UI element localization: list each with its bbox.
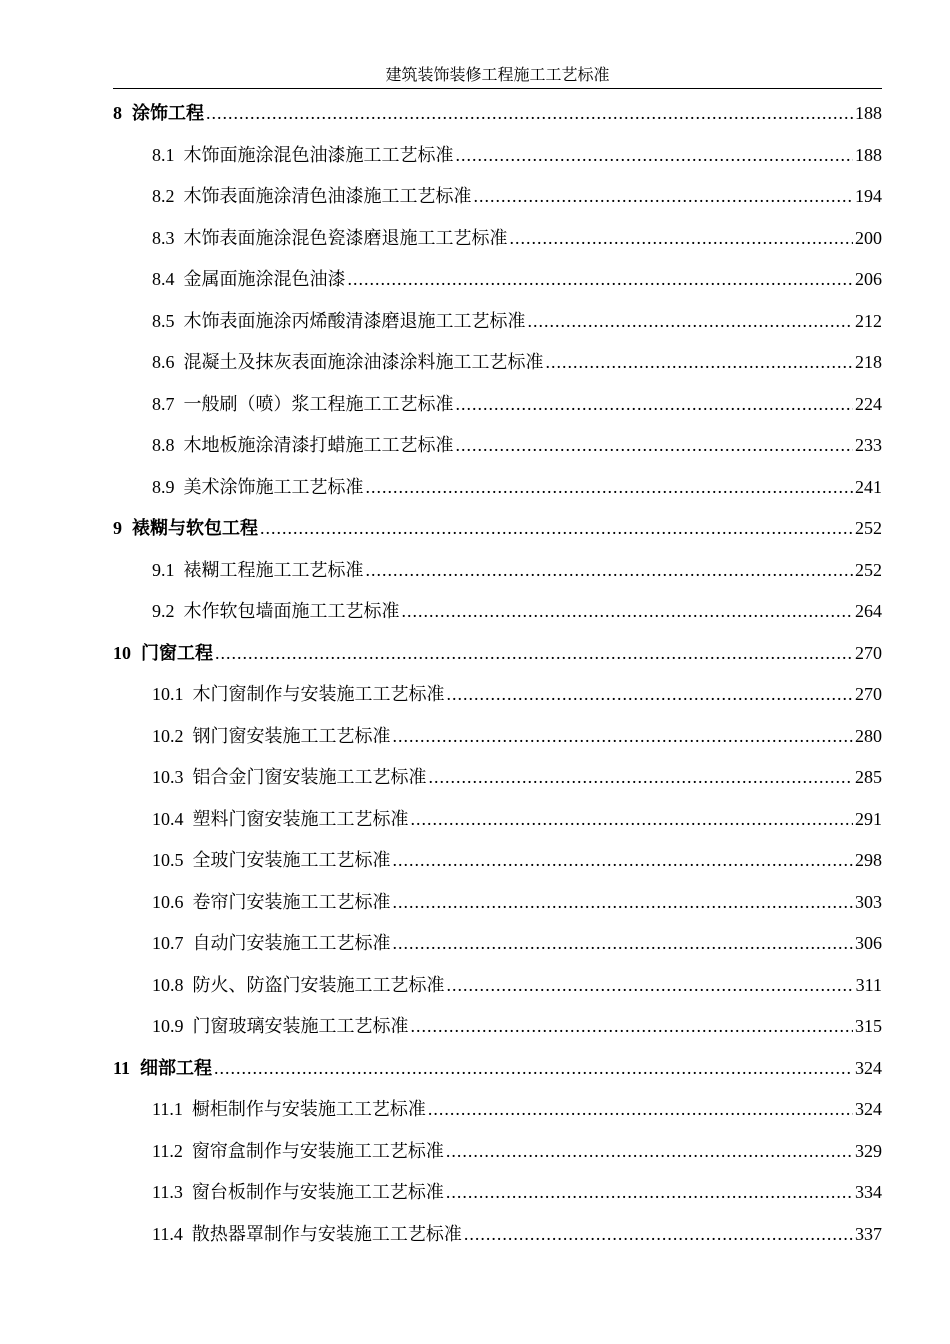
toc-entry-title: 木作软包墙面施工工艺标准: [183, 601, 400, 621]
toc-dot-leader: [429, 762, 854, 792]
toc-section-entry[interactable]: [113, 1219, 882, 1261]
toc-entry-title: 木饰表面施涂混色瓷漆磨退施工工艺标准: [183, 227, 508, 248]
toc-entry-title: 美术涂饰施工工艺标准: [183, 476, 364, 497]
toc-entry-number: 9.2: [152, 601, 175, 621]
toc-dot-leader: [402, 596, 854, 626]
toc-dot-leader: [446, 1177, 853, 1207]
toc-dot-leader: [366, 472, 854, 502]
toc-entry-page-number: 264: [855, 601, 882, 621]
toc-entry-page-number: 218: [855, 352, 882, 372]
toc-entry-page-number: 324: [855, 1099, 882, 1119]
toc-dot-leader: [215, 638, 853, 668]
toc-entry-title: 木饰表面施涂清色油漆施工工艺标准: [183, 186, 472, 206]
toc-entry-title: 钢门窗安装施工工艺标准: [192, 725, 391, 746]
toc-section-entry[interactable]: [113, 804, 882, 846]
toc-entry-page-number: 291: [855, 808, 882, 829]
toc-entry-number: 10.9: [152, 1016, 184, 1036]
toc-entry-number: 11: [113, 1057, 131, 1078]
toc-entry-page-number: 188: [855, 144, 882, 165]
toc-entry-page-number: 224: [855, 393, 882, 414]
toc-section-entry[interactable]: [113, 1011, 882, 1053]
toc-section-entry[interactable]: [113, 928, 882, 970]
toc-entry-title: 窗台板制作与安装施工工艺标准: [191, 1182, 444, 1202]
toc-dot-leader: [456, 389, 854, 419]
toc-dot-leader: [214, 1053, 853, 1083]
toc-entry-page-number: 212: [855, 310, 882, 331]
toc-dot-leader: [411, 804, 854, 834]
toc-entry-number: 8.3: [152, 227, 175, 248]
toc-entry-title: 细部工程: [140, 1057, 213, 1078]
toc-entry-page-number: 200: [855, 227, 882, 248]
toc-entry-title: 铝合金门窗安装施工工艺标准: [192, 767, 427, 787]
toc-entry-page-number: 337: [855, 1223, 882, 1244]
toc-entry-title: 木饰面施涂混色油漆施工工艺标准: [183, 144, 454, 165]
toc-entry-page-number: 334: [855, 1182, 882, 1202]
toc-dot-leader: [447, 679, 854, 709]
table-of-contents: [113, 98, 882, 1260]
toc-section-entry[interactable]: [113, 306, 882, 348]
toc-entry-page-number: 270: [855, 684, 882, 704]
toc-entry-page-number: 188: [855, 103, 882, 123]
toc-section-entry[interactable]: [113, 762, 882, 804]
toc-section-entry[interactable]: [113, 389, 882, 431]
toc-dot-leader: [446, 1136, 853, 1166]
toc-section-entry[interactable]: [113, 472, 882, 514]
toc-dot-leader: [447, 970, 854, 1000]
toc-entry-title: 木门窗制作与安装施工工艺标准: [192, 684, 445, 704]
toc-dot-leader: [366, 555, 854, 585]
toc-section-entry[interactable]: [113, 555, 882, 597]
toc-entry-number: 10.3: [152, 767, 184, 787]
toc-entry-page-number: 306: [855, 933, 882, 953]
toc-dot-leader: [510, 223, 854, 253]
toc-section-entry[interactable]: [113, 181, 882, 223]
toc-section-entry[interactable]: [113, 596, 882, 638]
toc-chapter-entry[interactable]: [113, 1053, 882, 1095]
toc-dot-leader: [546, 347, 854, 377]
toc-entry-number: 11.4: [152, 1223, 183, 1244]
toc-entry-number: 8.5: [152, 310, 175, 331]
toc-entry-number: 8.6: [152, 352, 175, 372]
toc-section-entry[interactable]: [113, 264, 882, 306]
toc-entry-number: 10.5: [152, 850, 184, 870]
toc-entry-page-number: 298: [855, 850, 882, 870]
toc-entry-number: 10.1: [152, 684, 184, 704]
toc-entry-number: 8.1: [152, 144, 175, 165]
toc-entry-number: 10.7: [152, 933, 184, 953]
toc-entry-page-number: 303: [855, 891, 882, 912]
toc-entry-title: 门窗工程: [141, 642, 213, 663]
toc-entry-title: 橱柜制作与安装施工工艺标准: [191, 1099, 426, 1119]
toc-entry-number: 11.3: [152, 1182, 183, 1202]
toc-chapter-entry[interactable]: [113, 513, 882, 555]
toc-dot-leader: [464, 1219, 853, 1249]
toc-entry-number: 8.4: [152, 269, 175, 289]
toc-entry-title: 一般刷（喷）浆工程施工工艺标准: [183, 393, 454, 414]
header-rule: [113, 88, 882, 89]
toc-section-entry[interactable]: [113, 721, 882, 763]
toc-entry-number: 8.2: [152, 186, 175, 206]
toc-entry-title: 塑料门窗安装施工工艺标准: [192, 808, 409, 829]
toc-dot-leader: [206, 98, 853, 128]
toc-chapter-entry[interactable]: [113, 638, 882, 680]
toc-entry-number: 9.1: [152, 559, 175, 580]
toc-section-entry[interactable]: [113, 347, 882, 389]
toc-entry-number: 10.6: [152, 891, 184, 912]
toc-entry-page-number: 241: [855, 476, 882, 497]
toc-dot-leader: [428, 1094, 853, 1124]
toc-dot-leader: [393, 887, 854, 917]
running-header: 建筑装饰装修工程施工工艺标准: [385, 67, 610, 84]
toc-entry-page-number: 252: [855, 559, 882, 580]
toc-entry-title: 裱糊与软包工程: [132, 518, 258, 538]
toc-entry-page-number: 285: [855, 767, 882, 787]
toc-entry-title: 卷帘门安装施工工艺标准: [192, 891, 391, 912]
toc-entry-page-number: 329: [855, 1140, 882, 1161]
toc-entry-page-number: 233: [855, 435, 882, 455]
toc-entry-page-number: 270: [855, 642, 882, 663]
toc-entry-page-number: 311: [855, 974, 882, 995]
toc-entry-title: 全玻门安装施工工艺标准: [192, 850, 391, 870]
toc-entry-title: 窗帘盒制作与安装施工工艺标准: [191, 1140, 444, 1161]
toc-section-entry[interactable]: [113, 1177, 882, 1219]
toc-chapter-entry[interactable]: [113, 98, 882, 140]
toc-section-entry[interactable]: [113, 887, 882, 929]
toc-section-entry[interactable]: [113, 1136, 882, 1178]
toc-entry-title: 木饰表面施涂丙烯酸清漆磨退施工工艺标准: [183, 310, 526, 331]
toc-entry-title: 混凝土及抹灰表面施涂油漆涂料施工工艺标准: [183, 352, 544, 372]
toc-entry-number: 8: [113, 103, 122, 123]
toc-entry-number: 11.2: [152, 1140, 183, 1161]
toc-section-entry[interactable]: [113, 679, 882, 721]
toc-dot-leader: [456, 140, 854, 170]
toc-entry-page-number: 324: [855, 1057, 882, 1078]
toc-entry-title: 裱糊工程施工工艺标准: [183, 559, 364, 580]
toc-dot-leader: [393, 845, 854, 875]
toc-entry-title: 木地板施涂清漆打蜡施工工艺标准: [183, 435, 454, 455]
toc-entry-title: 自动门安装施工工艺标准: [192, 933, 391, 953]
toc-entry-number: 10.2: [152, 725, 184, 746]
toc-entry-number: 8.8: [152, 435, 175, 455]
toc-entry-number: 8.9: [152, 476, 175, 497]
toc-dot-leader: [393, 721, 854, 751]
toc-entry-number: 11.1: [152, 1099, 183, 1119]
toc-dot-leader: [528, 306, 854, 336]
toc-dot-leader: [411, 1011, 854, 1041]
toc-dot-leader: [348, 264, 854, 294]
toc-entry-page-number: 194: [855, 186, 882, 206]
toc-entry-page-number: 280: [855, 725, 882, 746]
toc-entry-title: 防火、防盗门安装施工工艺标准: [192, 974, 445, 995]
toc-section-entry[interactable]: [113, 430, 882, 472]
toc-dot-leader: [456, 430, 854, 460]
toc-entry-number: 10.8: [152, 974, 184, 995]
toc-dot-leader: [260, 513, 853, 543]
toc-section-entry[interactable]: [113, 1094, 882, 1136]
toc-entry-page-number: 252: [855, 518, 882, 538]
toc-entry-title: 金属面施涂混色油漆: [183, 269, 346, 289]
toc-section-entry[interactable]: [113, 140, 882, 182]
toc-entry-page-number: 315: [855, 1016, 882, 1036]
toc-dot-leader: [393, 928, 854, 958]
toc-entry-number: 9: [113, 518, 122, 538]
toc-entry-title: 涂饰工程: [132, 103, 204, 123]
toc-entry-number: 8.7: [152, 393, 175, 414]
toc-entry-page-number: 206: [855, 269, 882, 289]
toc-section-entry[interactable]: [113, 970, 882, 1012]
toc-entry-number: 10: [113, 642, 131, 663]
toc-entry-title: 散热器罩制作与安装施工工艺标准: [191, 1223, 462, 1244]
toc-dot-leader: [474, 181, 854, 211]
toc-entry-title: 门窗玻璃安装施工工艺标准: [192, 1016, 409, 1036]
toc-entry-number: 10.4: [152, 808, 184, 829]
toc-section-entry[interactable]: [113, 845, 882, 887]
toc-section-entry[interactable]: [113, 223, 882, 265]
